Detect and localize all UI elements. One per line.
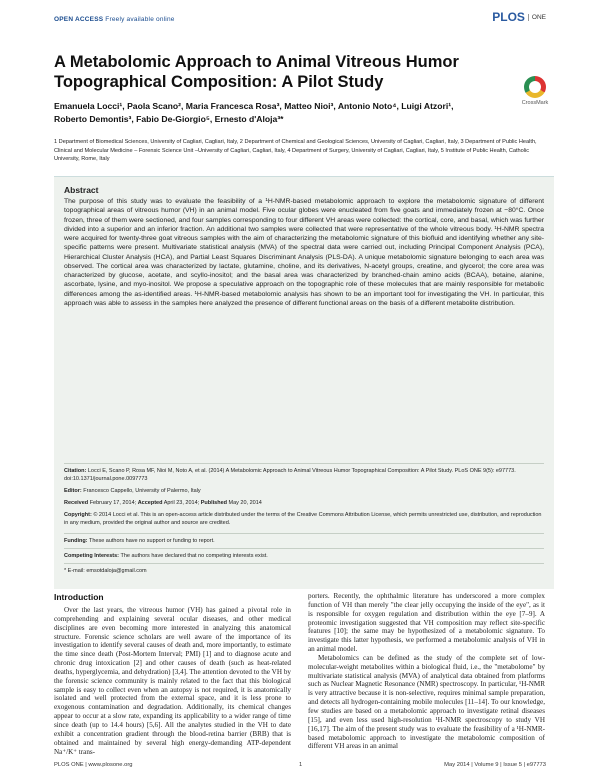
meta-divider-2	[64, 548, 544, 549]
accepted-label: Accepted	[137, 500, 163, 506]
editor-label: Editor:	[64, 488, 82, 494]
journal-logo	[492, 10, 546, 24]
crossmark-label: CrossMark	[521, 100, 549, 106]
intro-paragraph-1: Over the last years, the vitreous humor (VH) has gained a pivotal role in comprehending and explaining several ocular diseases, and other medical disciplines are even becoming more interested in analyzing this anatomical structure. Forensic science scholars are well aware of the importance of its investigation to identify several causes of death and, more importantly, to estimate the time since death (Post-Mortem Interval; PMI) [1] and to diagnose acute and chronic drug intoxication [2] and other causes of death (such as heat-related deaths, hyperglycemia, and dehydration) [3,4]. The attention devoted to the VH by the forensic science community is mainly related to the fact that this biological sample is easy to collect even when an autopsy is not required, it is anatomically isolated and well protected from the external space, and it is less prone to exogenous contamination and degradation. Additionally, its chemical changes appear to occur at a slow rate, expanding its applicability to a wider range of time since death (up to 14.4 hours) [5,6]. All the analytes studied in the VH to date exhibit a concentration gradient through the blood-retina barrier (BRB) that is obtained and maintained by several high energy-demanding ATP-dependent Na⁺/K⁺ trans-	[54, 606, 291, 756]
crossmark-icon	[524, 76, 546, 98]
article-title: A Metabolomic Approach to Animal Vitreous Humor Topographical Composition: A Pilot Study	[54, 53, 459, 91]
open-access-label: OPEN ACCESS	[54, 16, 104, 23]
meta-divider-1	[64, 533, 544, 534]
abstract-divider	[64, 463, 544, 464]
received-date: February 17, 2014;	[89, 500, 137, 506]
footer-issue: May 2014 | Volume 9 | Issue 5 | e97773	[444, 762, 546, 768]
meta-divider-3	[64, 563, 544, 564]
accepted-date: April 23, 2014;	[163, 500, 200, 506]
published-date: May 20, 2014	[228, 500, 262, 506]
authors-line-1: Emanuela Locci¹, Paola Scano², Maria Francesca Rosa³, Matteo Nioi³, Antonio Noto⁴, Luigi Atzori¹,	[54, 101, 454, 111]
body-column-right	[308, 592, 545, 751]
journal-name: PLOS	[492, 10, 525, 24]
competing-interests	[64, 552, 544, 560]
abstract-text: The purpose of this study was to evaluate the feasibility of a ¹H-NMR-based metabolomic approach to explore the metabolomic signature of different topographical areas of vitreous humor (VH) in an animal model. Five ocular globes were enucleated from five goats and immediately frozen at −80°C. Once frozen, three of them were sectioned, and four samples corresponding to four different VH areas were collected: the cortical, core, and basal, which was further divided into a superior and an inferior fraction. An additional two samples were collected that were representative of the whole vitreous body. ¹H-NMR spectra were acquired for twenty-three goat vitreous samples with the aim of characterizing the metabolomic signature of this biofluid and identifying whether any site-specific patterns were present. Multivariate statistical analysis (MVA) of the spectral data were carried out, including Principal Component Analysis (PCA), Hierarchical Cluster Analysis (HCA), and Partial Least Squares Discriminant Analysis (PLS-DA). A unique metabolomic signature belonging to each area was observed. The cortical area was characterized by lactate, glutamine, choline, and its derivatives, N-acetyl groups, creatine, and glycerol; the core area was characterized by glucose, acetate, and scyllo-inositol; and the basal area was characterized by branched-chain amino acids (BCAA), betaine, alanine, ascorbate, lysine, and myo-inositol. We propose a speculative approach on the topographic role of these molecules that are mainly responsible for metabolic differences among the as-identified areas. ¹H-NMR-based metabolomic analysis has shown to be an important tool for investigating the VH. In particular, this approach was able to assess in the samples here analyzed the presence of different functional areas on the basis of a different metabolite distribution.	[64, 198, 544, 307]
editor	[64, 487, 544, 495]
freely-available-label: Freely available online	[105, 16, 175, 23]
introduction-heading: Introduction	[54, 592, 104, 602]
funding-text: These authors have no support or funding to report.	[88, 538, 215, 544]
intro-paragraph-3: Metabolomics can be defined as the study of the complete set of low-molecular-weight metabolites within a biological fluid, i.e., the "metabolome" by multivariate statistical analysis (MVA) of analytical data obtained from platforms such as Nuclear Magnetic Resonance (NMR) spectroscopy. In particular, ¹H-NMR is very attractive because it is non-selective, requires minimal sample preparation, and detects all hydrogen-containing mobile molecules [11–14]. To our knowledge, few studies are based on a metabolomic approach to investigate retinal diseases [15], and even less used high-resolution ¹H-NMR spectroscopy to study VH [16,17]. The aim of the present study was to evaluate the feasibility of a ¹H-NMR-based metabolomic approach to investigate the metabolomic composition of different VH areas in an animal	[308, 653, 545, 751]
editor-text: Francesco Cappello, University of Palermo, Italy	[83, 488, 201, 494]
page-number: 1	[299, 762, 303, 768]
authors-line-2: Roberto Demontis³, Fabio De-Giorgio⁵, Ernesto d'Aloja³*	[54, 114, 284, 124]
competing-label: Competing Interests:	[64, 553, 120, 559]
published-label: Published	[200, 500, 227, 506]
email-label: * E-mail:	[64, 568, 85, 574]
intro-paragraph-2: porters. Recently, the ophthalmic literature has underscored a more complex function of VH than merely "the clear jelly occupying the inside of the eye", as it is responsible for oxygen regulation and distribution within the eye [7–9]. A proteomic investigation suggested that VH composition may reflect site-specific features [10]; the same may be hypothesized of a metabolomic signature. To investigate this latter hypothesis, we performed a metabolomic analysis of VH in an animal model.	[308, 592, 545, 654]
journal-header	[54, 8, 546, 30]
email-address[interactable]: emsotdaloja@gmail.com	[86, 568, 147, 574]
dates	[64, 499, 544, 507]
competing-text: The authors have declared that no competing interests exist.	[120, 553, 268, 559]
funding	[64, 537, 544, 545]
body-column-left	[54, 606, 291, 756]
email	[64, 567, 544, 575]
open-access-banner	[54, 16, 175, 23]
journal-sub: ONE	[528, 14, 546, 21]
footer-journal: PLOS ONE | www.plosone.org	[54, 762, 133, 768]
citation	[64, 467, 544, 483]
abstract-box	[54, 176, 554, 589]
received-label: Received	[64, 500, 89, 506]
citation-label: Citation:	[64, 468, 87, 474]
copyright-text: © 2014 Locci et al. This is an open-access article distributed under the terms of the Creative Commons Attribution License, which permits unrestricted use, distribution, and reproduction in any medium, provided the original author and source are credited.	[64, 512, 542, 526]
author-list	[54, 100, 549, 126]
abstract-heading: Abstract	[64, 185, 99, 195]
copyright-label: Copyright:	[64, 512, 92, 518]
citation-text: Locci E, Scano P, Rosa MF, Nioi M, Noto A, et al. (2014) A Metabolomic Approach to Animal Vitreous Humor Topographical Composition: A Pilot Study. PLoS ONE 9(5): e97773. doi:10.1371/journal.pone.0097773	[64, 468, 516, 482]
funding-label: Funding:	[64, 538, 88, 544]
copyright	[64, 511, 544, 527]
affiliations: 1 Department of Biomedical Sciences, University of Cagliari, Cagliari, Italy, 2 Department of Chemical and Geological Sciences, University of Cagliari, Cagliari, Italy, 3 Department of Public Health, Clinical and Molecular Medicine – Forensic Science Unit –University of Cagliari, Cagliari, Italy, 4 Department of Surgery, University of Cagliari, Cagliari, Italy, 5 Institute of Public Health, Catholic University, Rome, Italy	[54, 139, 537, 162]
